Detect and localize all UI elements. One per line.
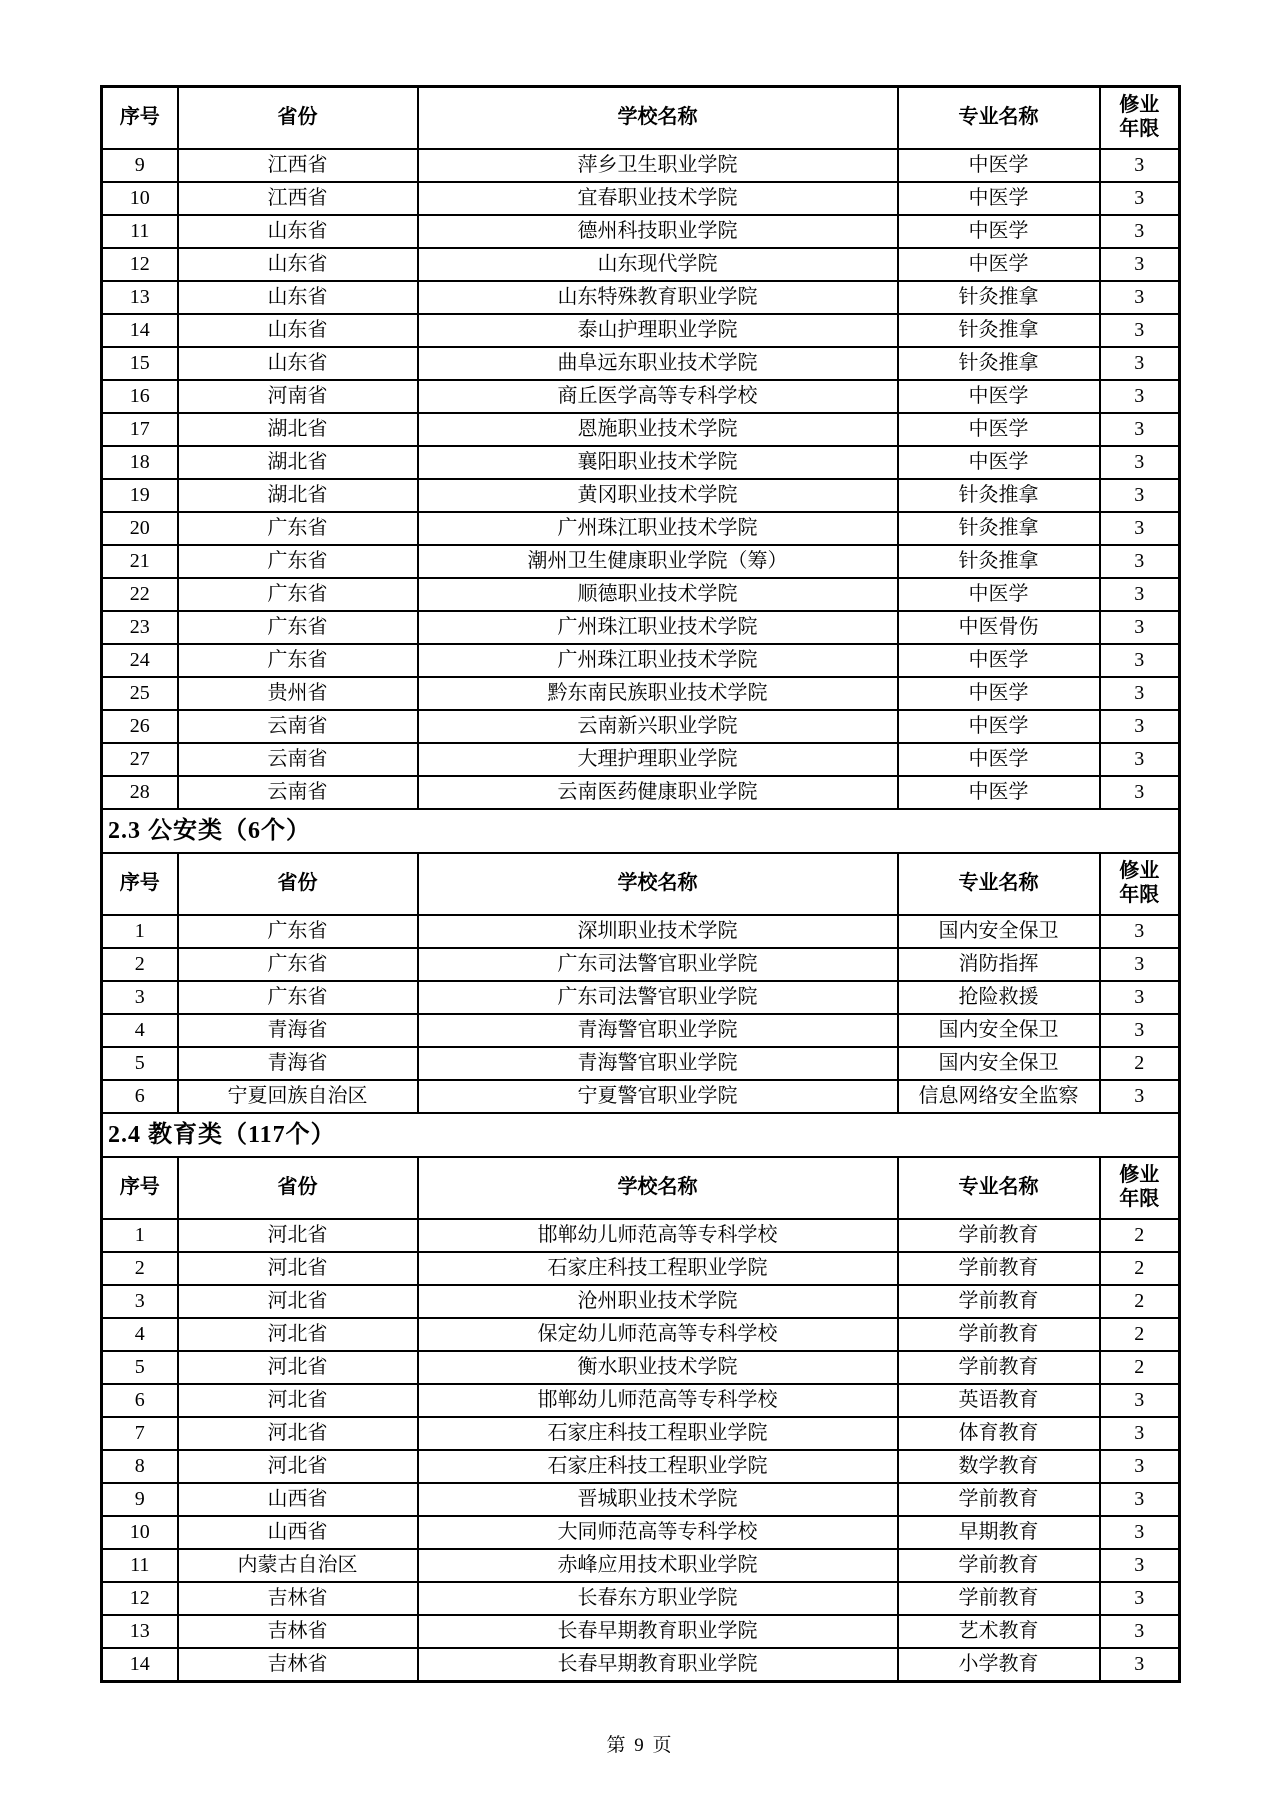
table-row bbox=[102, 347, 1180, 380]
study-years-cell: 3 bbox=[1100, 182, 1180, 215]
column-header-major-name-cell: 专业名称 bbox=[898, 1157, 1100, 1219]
province-cell: 河北省 bbox=[178, 1351, 418, 1384]
major-name-cell: 国内安全保卫 bbox=[898, 1047, 1100, 1080]
province-cell: 广东省 bbox=[178, 512, 418, 545]
row-number-cell: 14 bbox=[102, 314, 178, 347]
major-name-cell: 国内安全保卫 bbox=[898, 915, 1100, 948]
row-number-cell: 13 bbox=[102, 281, 178, 314]
school-name-cell: 石家庄科技工程职业学院 bbox=[418, 1252, 898, 1285]
province-cell: 山东省 bbox=[178, 215, 418, 248]
school-name-cell: 云南医药健康职业学院 bbox=[418, 776, 898, 809]
row-number-cell: 1 bbox=[102, 915, 178, 948]
table-row bbox=[102, 182, 1180, 215]
row-number-cell: 5 bbox=[102, 1047, 178, 1080]
table-row bbox=[102, 1252, 1180, 1285]
school-name-cell: 保定幼儿师范高等专科学校 bbox=[418, 1318, 898, 1351]
table-row bbox=[102, 545, 1180, 578]
school-name-cell: 长春早期教育职业学院 bbox=[418, 1615, 898, 1648]
province-cell: 河南省 bbox=[178, 380, 418, 413]
study-years-cell: 3 bbox=[1100, 1615, 1180, 1648]
study-years-cell: 3 bbox=[1100, 710, 1180, 743]
province-cell: 河北省 bbox=[178, 1384, 418, 1417]
study-years-cell: 3 bbox=[1100, 578, 1180, 611]
province-cell: 云南省 bbox=[178, 710, 418, 743]
major-name-cell: 中医学 bbox=[898, 776, 1100, 809]
school-name-cell: 襄阳职业技术学院 bbox=[418, 446, 898, 479]
major-name-cell: 学前教育 bbox=[898, 1483, 1100, 1516]
school-name-cell: 大同师范高等专科学校 bbox=[418, 1516, 898, 1549]
table-row bbox=[102, 776, 1180, 809]
school-name-cell: 衡水职业技术学院 bbox=[418, 1351, 898, 1384]
school-name-cell: 邯郸幼儿师范高等专科学校 bbox=[418, 1219, 898, 1252]
table-row bbox=[102, 578, 1180, 611]
school-name-cell: 泰山护理职业学院 bbox=[418, 314, 898, 347]
row-number-cell: 2 bbox=[102, 1252, 178, 1285]
row-number-cell: 25 bbox=[102, 677, 178, 710]
study-years-cell: 3 bbox=[1100, 1384, 1180, 1417]
table-row bbox=[102, 1285, 1180, 1318]
school-name-cell: 潮州卫生健康职业学院（筹） bbox=[418, 545, 898, 578]
study-years-cell: 3 bbox=[1100, 1483, 1180, 1516]
row-number-cell: 20 bbox=[102, 512, 178, 545]
page-number: 第 9 页 bbox=[606, 1735, 674, 1756]
major-name-cell: 学前教育 bbox=[898, 1351, 1100, 1384]
major-name-cell: 针灸推拿 bbox=[898, 479, 1100, 512]
school-name-cell: 晋城职业技术学院 bbox=[418, 1483, 898, 1516]
major-name-cell: 学前教育 bbox=[898, 1318, 1100, 1351]
school-name-cell: 沧州职业技术学院 bbox=[418, 1285, 898, 1318]
column-header-row bbox=[102, 1157, 1180, 1219]
row-number-cell: 11 bbox=[102, 215, 178, 248]
study-years-cell: 3 bbox=[1100, 743, 1180, 776]
row-number-cell: 9 bbox=[102, 149, 178, 182]
school-name-cell: 恩施职业技术学院 bbox=[418, 413, 898, 446]
row-number-cell: 21 bbox=[102, 545, 178, 578]
column-header-row bbox=[102, 87, 1180, 150]
column-header-row-number-cell: 序号 bbox=[102, 1157, 178, 1219]
province-cell: 河北省 bbox=[178, 1318, 418, 1351]
province-cell: 江西省 bbox=[178, 182, 418, 215]
province-cell: 青海省 bbox=[178, 1014, 418, 1047]
column-header-school-name-cell: 学校名称 bbox=[418, 853, 898, 915]
section-heading: 2.3 公安类（6个） bbox=[102, 809, 1180, 853]
study-years-cell: 2 bbox=[1100, 1318, 1180, 1351]
province-cell: 河北省 bbox=[178, 1285, 418, 1318]
study-years-cell: 3 bbox=[1100, 611, 1180, 644]
province-cell: 湖北省 bbox=[178, 479, 418, 512]
table-row bbox=[102, 1384, 1180, 1417]
table-row bbox=[102, 948, 1180, 981]
study-years-cell: 2 bbox=[1100, 1219, 1180, 1252]
major-name-cell: 中医学 bbox=[898, 149, 1100, 182]
row-number-cell: 19 bbox=[102, 479, 178, 512]
school-name-cell: 曲阜远东职业技术学院 bbox=[418, 347, 898, 380]
table-row bbox=[102, 1483, 1180, 1516]
school-name-cell: 宜春职业技术学院 bbox=[418, 182, 898, 215]
province-cell: 广东省 bbox=[178, 948, 418, 981]
column-header-province-cell: 省份 bbox=[178, 1157, 418, 1219]
study-years-cell: 3 bbox=[1100, 1014, 1180, 1047]
study-years-cell: 3 bbox=[1100, 776, 1180, 809]
major-name-cell: 消防指挥 bbox=[898, 948, 1100, 981]
province-cell: 宁夏回族自治区 bbox=[178, 1080, 418, 1113]
major-name-cell: 抢险救援 bbox=[898, 981, 1100, 1014]
table-row bbox=[102, 1014, 1180, 1047]
major-name-cell: 中医学 bbox=[898, 413, 1100, 446]
study-years-cell: 3 bbox=[1100, 512, 1180, 545]
study-years-cell: 3 bbox=[1100, 149, 1180, 182]
major-name-cell: 中医骨伤 bbox=[898, 611, 1100, 644]
school-name-cell: 顺德职业技术学院 bbox=[418, 578, 898, 611]
table-row bbox=[102, 479, 1180, 512]
row-number-cell: 24 bbox=[102, 644, 178, 677]
study-years-cell: 3 bbox=[1100, 347, 1180, 380]
table-row bbox=[102, 1549, 1180, 1582]
section-heading: 2.4 教育类（117个） bbox=[102, 1113, 1180, 1157]
row-number-cell: 5 bbox=[102, 1351, 178, 1384]
row-number-cell: 28 bbox=[102, 776, 178, 809]
major-name-cell: 中医学 bbox=[898, 644, 1100, 677]
table-row bbox=[102, 314, 1180, 347]
table-row bbox=[102, 380, 1180, 413]
province-cell: 云南省 bbox=[178, 743, 418, 776]
table-section bbox=[102, 87, 1180, 810]
school-name-cell: 山东特殊教育职业学院 bbox=[418, 281, 898, 314]
study-years-cell: 3 bbox=[1100, 1450, 1180, 1483]
school-name-cell: 商丘医学高等专科学校 bbox=[418, 380, 898, 413]
row-number-cell: 13 bbox=[102, 1615, 178, 1648]
table-row bbox=[102, 710, 1180, 743]
school-name-cell: 广东司法警官职业学院 bbox=[418, 981, 898, 1014]
row-number-cell: 12 bbox=[102, 1582, 178, 1615]
study-years-cell: 3 bbox=[1100, 446, 1180, 479]
study-years-cell: 3 bbox=[1100, 380, 1180, 413]
row-number-cell: 8 bbox=[102, 1450, 178, 1483]
province-cell: 广东省 bbox=[178, 578, 418, 611]
table-row bbox=[102, 446, 1180, 479]
province-cell: 山东省 bbox=[178, 281, 418, 314]
major-name-cell: 中医学 bbox=[898, 182, 1100, 215]
major-name-cell: 学前教育 bbox=[898, 1549, 1100, 1582]
school-name-cell: 赤峰应用技术职业学院 bbox=[418, 1549, 898, 1582]
table-row bbox=[102, 248, 1180, 281]
row-number-cell: 6 bbox=[102, 1384, 178, 1417]
row-number-cell: 4 bbox=[102, 1014, 178, 1047]
major-name-cell: 学前教育 bbox=[898, 1285, 1100, 1318]
school-name-cell: 大理护理职业学院 bbox=[418, 743, 898, 776]
column-header-study-years-cell: 修业 年限 bbox=[1100, 1157, 1180, 1219]
study-years-cell: 3 bbox=[1100, 1516, 1180, 1549]
column-header-row-number-cell: 序号 bbox=[102, 853, 178, 915]
major-name-cell: 英语教育 bbox=[898, 1384, 1100, 1417]
table-row bbox=[102, 1219, 1180, 1252]
province-cell: 广东省 bbox=[178, 915, 418, 948]
major-name-cell: 针灸推拿 bbox=[898, 512, 1100, 545]
school-name-cell: 广州珠江职业技术学院 bbox=[418, 611, 898, 644]
column-header-school-name-cell: 学校名称 bbox=[418, 1157, 898, 1219]
study-years-cell: 3 bbox=[1100, 314, 1180, 347]
school-name-cell: 萍乡卫生职业学院 bbox=[418, 149, 898, 182]
table-section bbox=[102, 1113, 1180, 1682]
school-name-cell: 长春早期教育职业学院 bbox=[418, 1648, 898, 1682]
major-name-cell: 中医学 bbox=[898, 380, 1100, 413]
table-row bbox=[102, 1450, 1180, 1483]
school-name-cell: 青海警官职业学院 bbox=[418, 1047, 898, 1080]
table-row bbox=[102, 512, 1180, 545]
major-name-cell: 信息网络安全监察 bbox=[898, 1080, 1100, 1113]
school-name-cell: 长春东方职业学院 bbox=[418, 1582, 898, 1615]
row-number-cell: 3 bbox=[102, 981, 178, 1014]
school-name-cell: 邯郸幼儿师范高等专科学校 bbox=[418, 1384, 898, 1417]
column-header-row bbox=[102, 853, 1180, 915]
school-name-cell: 云南新兴职业学院 bbox=[418, 710, 898, 743]
study-years-cell: 3 bbox=[1100, 981, 1180, 1014]
major-name-cell: 学前教育 bbox=[898, 1252, 1100, 1285]
table-row bbox=[102, 149, 1180, 182]
province-cell: 广东省 bbox=[178, 981, 418, 1014]
major-name-cell: 针灸推拿 bbox=[898, 545, 1100, 578]
major-name-cell: 学前教育 bbox=[898, 1582, 1100, 1615]
study-years-cell: 2 bbox=[1100, 1047, 1180, 1080]
table-row bbox=[102, 1318, 1180, 1351]
row-number-cell: 16 bbox=[102, 380, 178, 413]
study-years-cell: 2 bbox=[1100, 1252, 1180, 1285]
major-name-cell: 针灸推拿 bbox=[898, 347, 1100, 380]
column-header-province-cell: 省份 bbox=[178, 853, 418, 915]
major-name-cell: 中医学 bbox=[898, 446, 1100, 479]
table-row bbox=[102, 743, 1180, 776]
row-number-cell: 7 bbox=[102, 1417, 178, 1450]
study-years-cell: 3 bbox=[1100, 1582, 1180, 1615]
major-name-cell: 中医学 bbox=[898, 215, 1100, 248]
column-header-study-years-cell: 修业 年限 bbox=[1100, 87, 1180, 150]
major-name-cell: 中医学 bbox=[898, 248, 1100, 281]
table-row bbox=[102, 1648, 1180, 1682]
table-row bbox=[102, 413, 1180, 446]
study-years-cell: 3 bbox=[1100, 1080, 1180, 1113]
section-heading-row bbox=[102, 1113, 1180, 1157]
school-name-cell: 广州珠江职业技术学院 bbox=[418, 512, 898, 545]
section-heading-row bbox=[102, 809, 1180, 853]
table-row bbox=[102, 281, 1180, 314]
row-number-cell: 3 bbox=[102, 1285, 178, 1318]
study-years-cell: 3 bbox=[1100, 1417, 1180, 1450]
school-name-cell: 宁夏警官职业学院 bbox=[418, 1080, 898, 1113]
major-name-cell: 艺术教育 bbox=[898, 1615, 1100, 1648]
table-row bbox=[102, 981, 1180, 1014]
province-cell: 山东省 bbox=[178, 347, 418, 380]
province-cell: 青海省 bbox=[178, 1047, 418, 1080]
row-number-cell: 22 bbox=[102, 578, 178, 611]
major-name-cell: 体育教育 bbox=[898, 1417, 1100, 1450]
row-number-cell: 2 bbox=[102, 948, 178, 981]
row-number-cell: 27 bbox=[102, 743, 178, 776]
row-number-cell: 10 bbox=[102, 1516, 178, 1549]
table-row bbox=[102, 1582, 1180, 1615]
study-years-cell: 2 bbox=[1100, 1285, 1180, 1318]
province-cell: 江西省 bbox=[178, 149, 418, 182]
table-row bbox=[102, 215, 1180, 248]
row-number-cell: 9 bbox=[102, 1483, 178, 1516]
study-years-cell: 3 bbox=[1100, 677, 1180, 710]
row-number-cell: 10 bbox=[102, 182, 178, 215]
catalog-table bbox=[100, 85, 1181, 1683]
province-cell: 山西省 bbox=[178, 1516, 418, 1549]
table-row bbox=[102, 1351, 1180, 1384]
row-number-cell: 1 bbox=[102, 1219, 178, 1252]
province-cell: 河北省 bbox=[178, 1252, 418, 1285]
study-years-cell: 3 bbox=[1100, 413, 1180, 446]
row-number-cell: 4 bbox=[102, 1318, 178, 1351]
table-row bbox=[102, 1417, 1180, 1450]
province-cell: 湖北省 bbox=[178, 446, 418, 479]
row-number-cell: 23 bbox=[102, 611, 178, 644]
province-cell: 吉林省 bbox=[178, 1582, 418, 1615]
province-cell: 湖北省 bbox=[178, 413, 418, 446]
table-row bbox=[102, 677, 1180, 710]
major-name-cell: 中医学 bbox=[898, 710, 1100, 743]
study-years-cell: 3 bbox=[1100, 644, 1180, 677]
province-cell: 吉林省 bbox=[178, 1615, 418, 1648]
study-years-cell: 3 bbox=[1100, 915, 1180, 948]
province-cell: 河北省 bbox=[178, 1417, 418, 1450]
school-name-cell: 石家庄科技工程职业学院 bbox=[418, 1450, 898, 1483]
major-name-cell: 国内安全保卫 bbox=[898, 1014, 1100, 1047]
table-row bbox=[102, 915, 1180, 948]
study-years-cell: 2 bbox=[1100, 1351, 1180, 1384]
province-cell: 广东省 bbox=[178, 545, 418, 578]
school-name-cell: 山东现代学院 bbox=[418, 248, 898, 281]
row-number-cell: 14 bbox=[102, 1648, 178, 1682]
study-years-cell: 3 bbox=[1100, 948, 1180, 981]
province-cell: 山东省 bbox=[178, 314, 418, 347]
study-years-cell: 3 bbox=[1100, 479, 1180, 512]
major-name-cell: 数学教育 bbox=[898, 1450, 1100, 1483]
province-cell: 广东省 bbox=[178, 644, 418, 677]
major-name-cell: 针灸推拿 bbox=[898, 281, 1100, 314]
major-name-cell: 中医学 bbox=[898, 743, 1100, 776]
table-row bbox=[102, 1615, 1180, 1648]
province-cell: 吉林省 bbox=[178, 1648, 418, 1682]
table-section bbox=[102, 809, 1180, 1113]
major-name-cell: 中医学 bbox=[898, 578, 1100, 611]
study-years-cell: 3 bbox=[1100, 1648, 1180, 1682]
school-name-cell: 黄冈职业技术学院 bbox=[418, 479, 898, 512]
study-years-cell: 3 bbox=[1100, 248, 1180, 281]
column-header-major-name-cell: 专业名称 bbox=[898, 853, 1100, 915]
province-cell: 山东省 bbox=[178, 248, 418, 281]
school-name-cell: 青海警官职业学院 bbox=[418, 1014, 898, 1047]
major-name-cell: 学前教育 bbox=[898, 1219, 1100, 1252]
column-header-row-number-cell: 序号 bbox=[102, 87, 178, 150]
column-header-study-years-cell: 修业 年限 bbox=[1100, 853, 1180, 915]
row-number-cell: 15 bbox=[102, 347, 178, 380]
column-header-school-name-cell: 学校名称 bbox=[418, 87, 898, 150]
row-number-cell: 26 bbox=[102, 710, 178, 743]
province-cell: 广东省 bbox=[178, 611, 418, 644]
school-name-cell: 广州珠江职业技术学院 bbox=[418, 644, 898, 677]
row-number-cell: 18 bbox=[102, 446, 178, 479]
study-years-cell: 3 bbox=[1100, 281, 1180, 314]
school-name-cell: 德州科技职业学院 bbox=[418, 215, 898, 248]
table-row bbox=[102, 1080, 1180, 1113]
row-number-cell: 12 bbox=[102, 248, 178, 281]
school-name-cell: 深圳职业技术学院 bbox=[418, 915, 898, 948]
major-name-cell: 针灸推拿 bbox=[898, 314, 1100, 347]
province-cell: 内蒙古自治区 bbox=[178, 1549, 418, 1582]
study-years-cell: 3 bbox=[1100, 1549, 1180, 1582]
school-name-cell: 石家庄科技工程职业学院 bbox=[418, 1417, 898, 1450]
province-cell: 河北省 bbox=[178, 1219, 418, 1252]
study-years-cell: 3 bbox=[1100, 215, 1180, 248]
province-cell: 贵州省 bbox=[178, 677, 418, 710]
school-name-cell: 广东司法警官职业学院 bbox=[418, 948, 898, 981]
province-cell: 河北省 bbox=[178, 1450, 418, 1483]
major-name-cell: 小学教育 bbox=[898, 1648, 1100, 1682]
school-name-cell: 黔东南民族职业技术学院 bbox=[418, 677, 898, 710]
row-number-cell: 6 bbox=[102, 1080, 178, 1113]
row-number-cell: 17 bbox=[102, 413, 178, 446]
table-row bbox=[102, 611, 1180, 644]
major-name-cell: 中医学 bbox=[898, 677, 1100, 710]
column-header-province-cell: 省份 bbox=[178, 87, 418, 150]
major-name-cell: 早期教育 bbox=[898, 1516, 1100, 1549]
column-header-major-name-cell: 专业名称 bbox=[898, 87, 1100, 150]
province-cell: 山西省 bbox=[178, 1483, 418, 1516]
row-number-cell: 11 bbox=[102, 1549, 178, 1582]
table-row bbox=[102, 644, 1180, 677]
table-row bbox=[102, 1516, 1180, 1549]
province-cell: 云南省 bbox=[178, 776, 418, 809]
study-years-cell: 3 bbox=[1100, 545, 1180, 578]
table-row bbox=[102, 1047, 1180, 1080]
